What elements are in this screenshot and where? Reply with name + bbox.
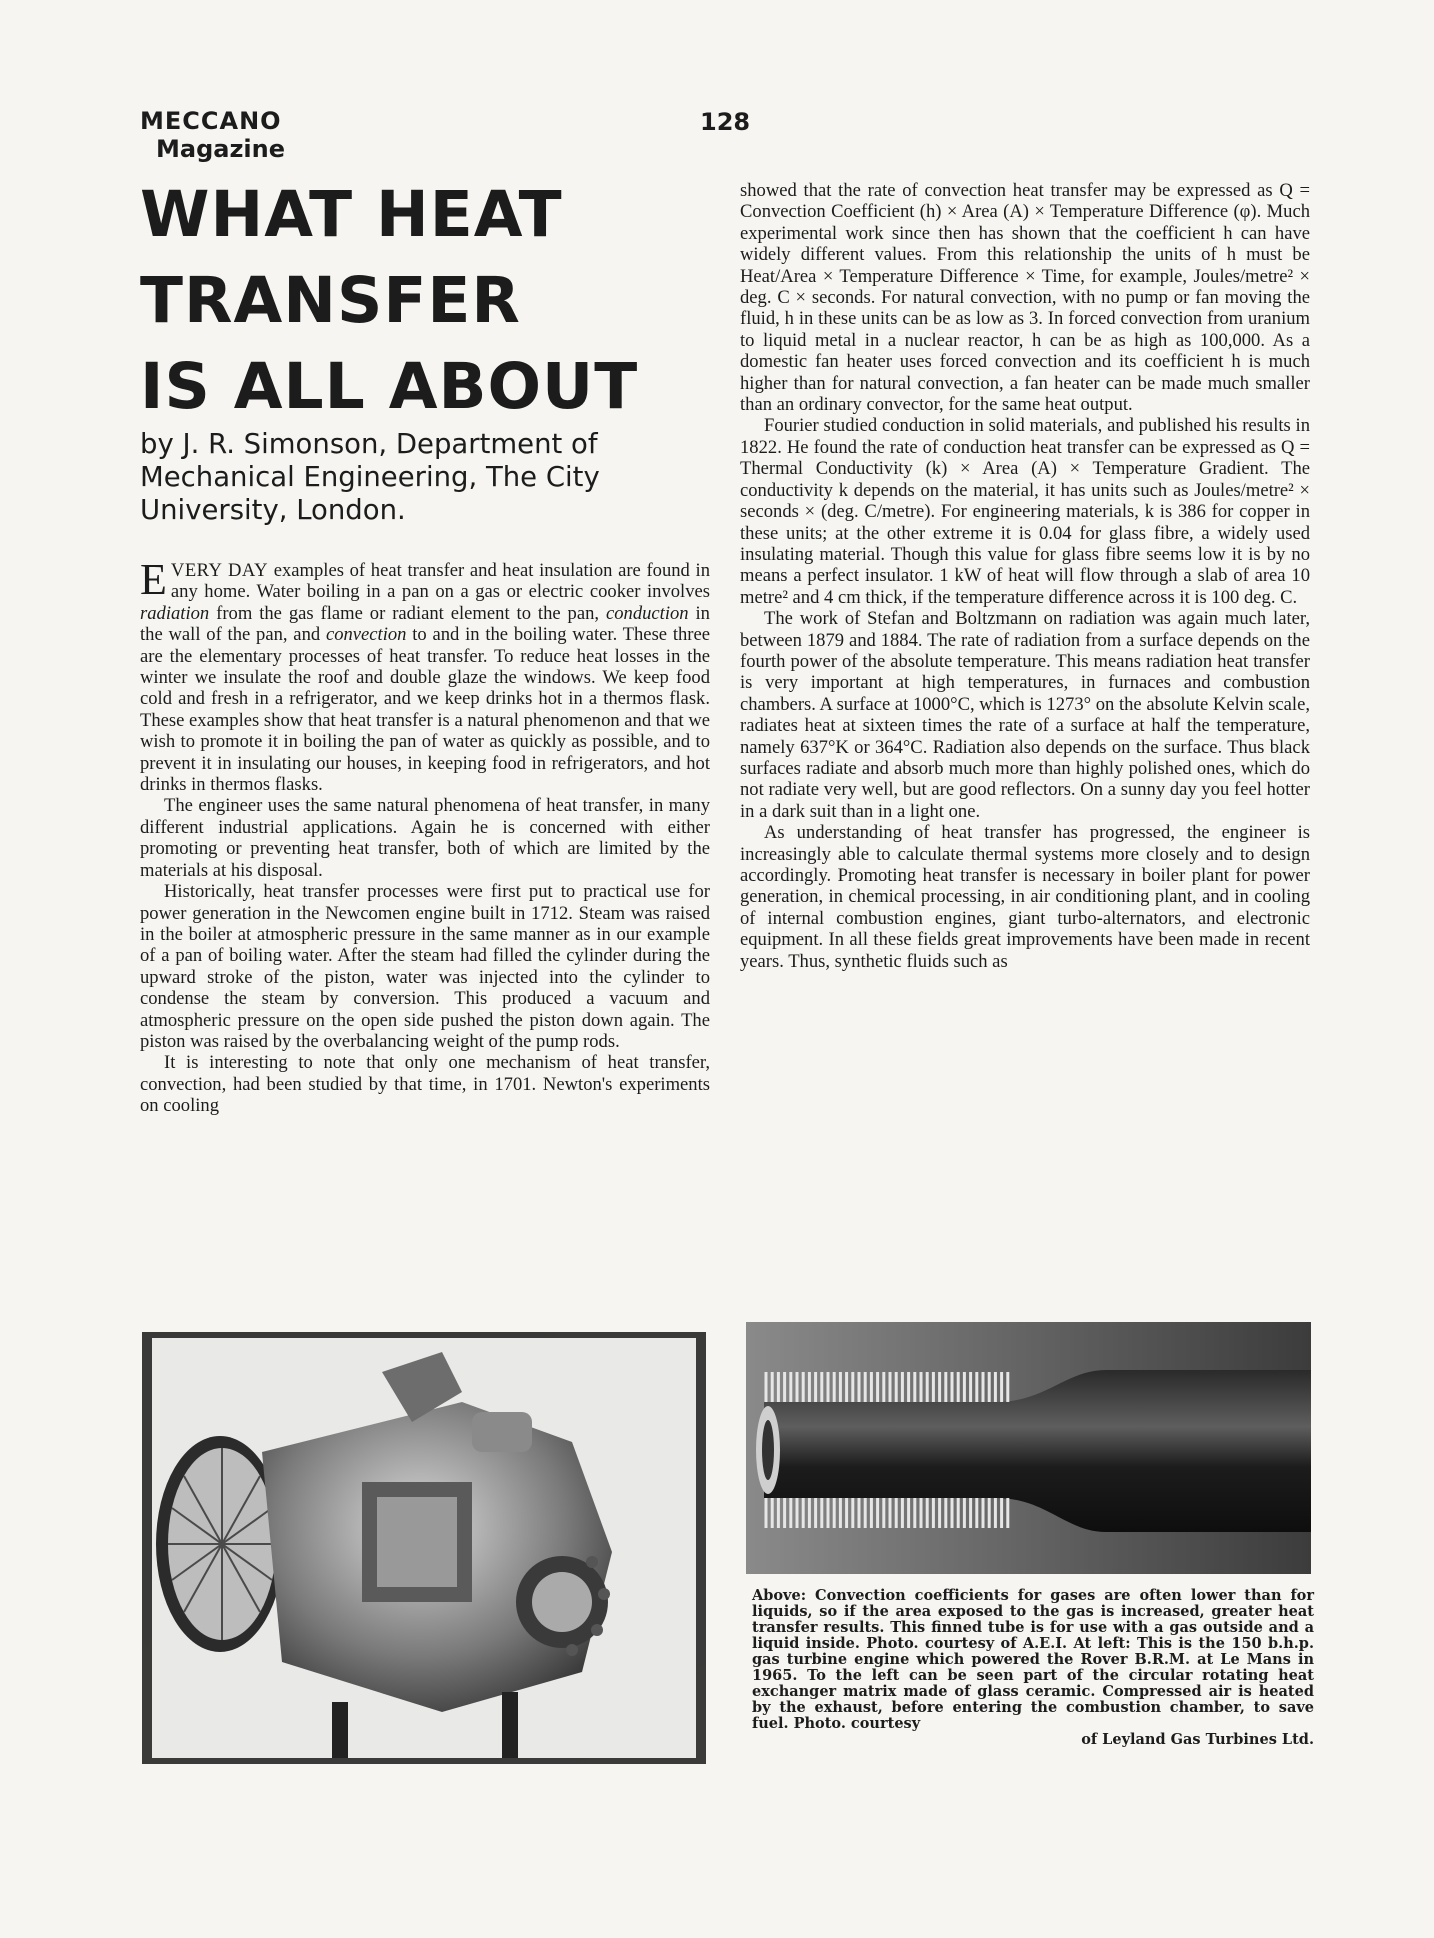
masthead-subtitle: Magazine xyxy=(156,134,286,163)
paragraph: showed that the rate of convection heat transfer may be expressed as Q = Convection Coefficient (h) × Area (A) × Temperature Difference (φ). Much experimental work since then has shown that the coefficient h can have widely different values. From this relationship the units of h must be Heat/Area × Temperature Difference × Time, for example, Joules/metre² × deg. C × seconds. For natural convection, with no pump or fan moving the fluid, h in these units can be as low as 3. In forced convection from uranium to liquid metal in a nuclear reactor, h can be as high as 100,000. As a domestic fan heater uses forced convection and its coefficient h is much higher than for natural convection, a fan heater can be made much smaller than an ordinary convector, for the same heat output. xyxy=(740,180,1310,416)
masthead xyxy=(140,108,285,163)
headline-line-1: WHAT HEAT xyxy=(140,178,563,251)
paragraph: EVERY DAY examples of heat transfer and heat insulation are found in any home. Water boiling in a pan on a gas or electric cooker involves radiation from the gas flame or radiant element to the pan, conduction in the wall of the pan, and convection to and in the boiling water. These three are the elementary processes of heat transfer. To reduce heat losses in the winter we insulate the roof and double glaze the windows. We keep food cold and fresh in a refrigerator, and we keep drinks hot in a thermos flask. These examples show that heat transfer is a natural phenomenon and that we wish to promote it in boiling the pan of water as quickly as possible, and to prevent it in insulating our houses, in keeping food in refrigerators, and hot drinks in thermos flasks. xyxy=(140,555,711,796)
page-number: 128 xyxy=(700,108,751,136)
paragraph: Fourier studied conduction in solid materials, and published his results in 1822. He found the rate of conduction heat transfer can be expressed as Q = Thermal Conductivity (k) × Area (A) × Temperature Gradient. The conductivity k depends on the material, it has units such as Joules/metre² × seconds × (deg. C/metre). For engineering materials, k is 386 for copper in these units; at the other extreme it is 0.04 for glass fibre, a widely used insulating material. Though this value for glass fibre seems low it is by no means a perfect insulator. 1 kW of heat will flow through a slab of area 10 metre² and 4 cm thick, if the temperature difference across it is 100 deg. C. xyxy=(740,415,1310,608)
gas-turbine-engine-photo xyxy=(142,1332,706,1764)
paragraph: The work of Stefan and Boltzmann on radiation was again much later, between 1879 and 1884. The rate of radiation from a surface depends on the fourth power of the absolute temperature. This means radiation heat transfer is very important at high temperatures, in furnaces and combustion chambers. A surface at 1000°C, which is 1273° on the absolute Kelvin scale, radiates heat at sixteen times the rate of a surface at half the temperature, namely 637°K or 364°C. Radiation also depends on the surface. Thus black surfaces radiate and absorb much more than highly polished ones, which do not radiate very well, but are good reflectors. On a sunny day you feel hotter in a dark suit than in a light one. xyxy=(740,608,1310,822)
headline xyxy=(140,172,638,430)
masthead-title: MECCANO xyxy=(140,107,282,135)
paragraph: It is interesting to note that only one mechanism of heat transfer, convection, had been studied by that time, in 1701. Newton's experiments on cooling xyxy=(140,1052,710,1117)
byline: by J. R. Simonson, Department of Mechanical Engineering, The City University, London. xyxy=(140,428,600,526)
caption-credit: of Leyland Gas Turbines Ltd. xyxy=(1081,1731,1314,1748)
headline-line-2: TRANSFER xyxy=(140,264,521,337)
photo-caption xyxy=(752,1588,1314,1748)
headline-line-3: IS ALL ABOUT xyxy=(140,350,639,423)
drop-cap: E xyxy=(140,555,167,604)
finned-tube-photo xyxy=(746,1322,1311,1574)
article-column-2 xyxy=(740,180,1310,972)
paragraph: As understanding of heat transfer has progressed, the engineer is increasingly able to calculate thermal systems more closely and to design accordingly. Promoting heat transfer is necessary in boiler plant for power generation, in chemical processing, in air conditioning plant, and in cooling of internal combustion engines, giant turbo-alternators, and electronic equipment. In all these fields great improvements have been made in recent years. Thus, synthetic fluids such as xyxy=(740,822,1310,972)
article-column-1 xyxy=(140,555,711,1117)
paragraph: The engineer uses the same natural phenomena of heat transfer, in many different industrial applications. Again he is concerned with either promoting or preventing heat transfer, both of which are limited by the materials at his disposal. xyxy=(140,795,710,881)
caption-text: Above: Convection coefficients for gases are often lower than for liquids, so if the area exposed to the gas is increased, greater heat transfer results. This finned tube is for use with a gas outside and a liquid inside. Photo. courtesy of A.E.I. At left: This is the 150 b.h.p. gas turbine engine which powered the Rover B.R.M. at Le Mans in 1965. To the left can be seen part of the circular rotating heat exchanger matrix made of glass ceramic. Compressed air is heated by the exhaust, before entering the combustion chamber, to save fuel. Photo. courtesy xyxy=(752,1587,1314,1732)
paragraph: Historically, heat transfer processes were first put to practical use for power generation in the Newcomen engine built in 1712. Steam was raised in the boiler at atmospheric pressure in the same manner as in our example of a pan of boiling water. After the steam had filled the cylinder during the upward stroke of the piston, water was injected into the cylinder to condense the steam by conversion. This produced a vacuum and atmospheric pressure on the open side pushed the piston down again. The piston was raised by the overbalancing weight of the pump rods. xyxy=(140,881,710,1052)
